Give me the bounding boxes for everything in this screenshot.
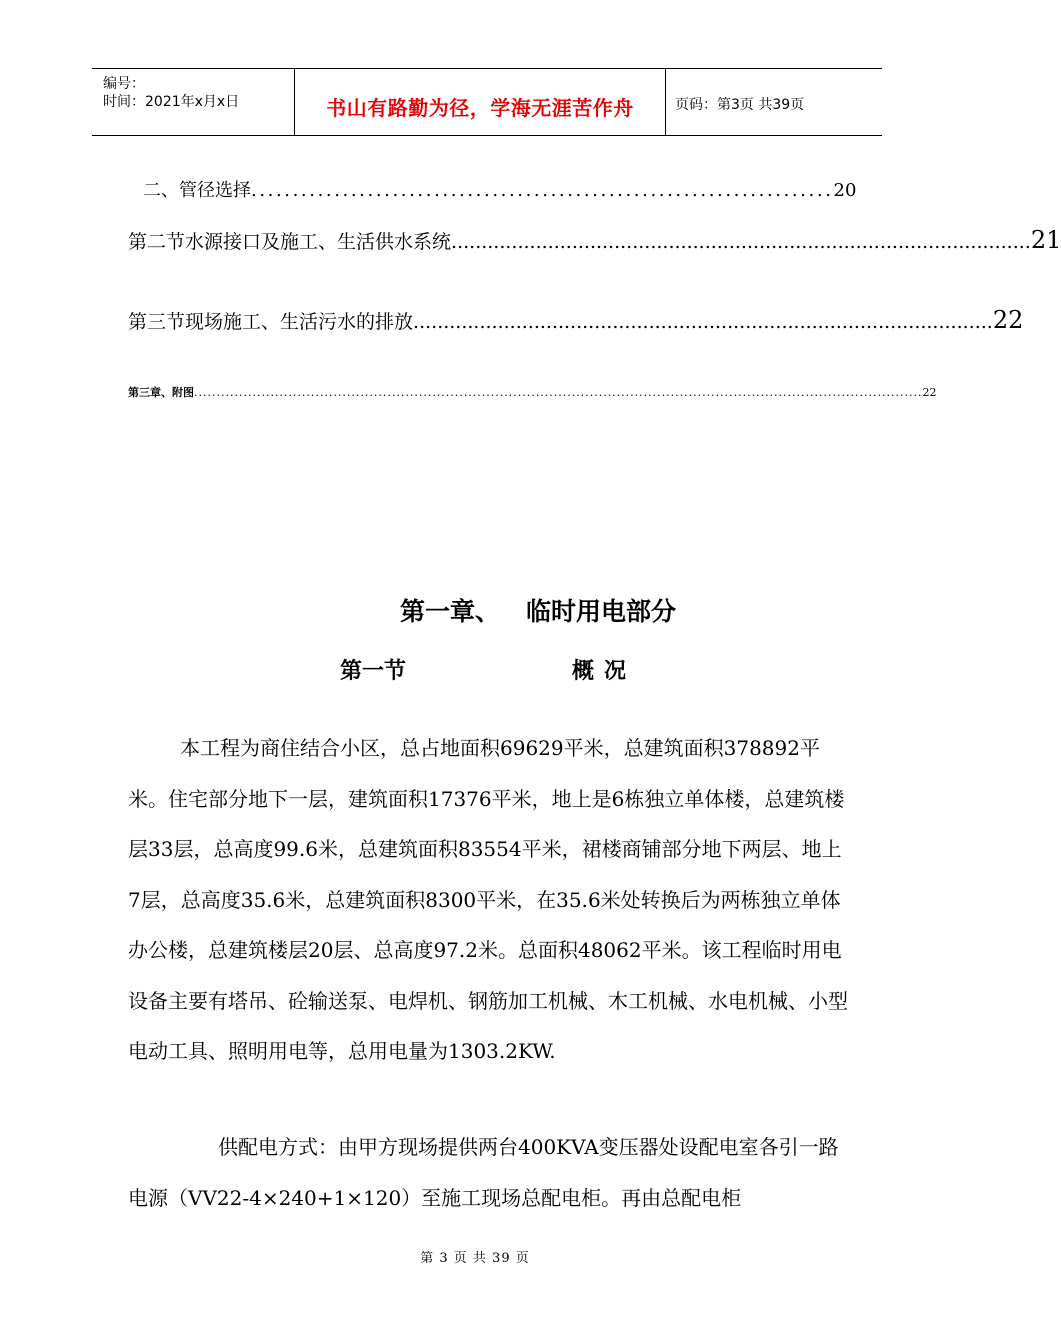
toc-leader-dots: ...................................................................... <box>251 180 834 201</box>
toc-entry-number: 第三章、 <box>128 386 172 399</box>
toc-entry-title: 水源接口及施工、生活供水系统 <box>185 231 452 253</box>
toc-leader-dots: ................................................................................................ <box>451 231 1031 253</box>
chapter-title: 临时用电部分 <box>526 597 677 626</box>
toc-entry-title: 管径选择 <box>179 180 251 201</box>
header-page-cell <box>666 69 882 135</box>
doc-code-label: 编号： <box>103 76 145 92</box>
header-motto-cell <box>294 69 666 135</box>
section-number: 第一节 <box>340 659 407 684</box>
toc-entry[interactable] <box>128 384 937 400</box>
body-paragraph: 供配电方式：由甲方现场提供两台400KVA变压器处设配电室各引一路电源（VV22-4×240+1×120）至施工现场总配电柜。再由总配电柜 <box>128 1135 839 1210</box>
toc-entry-page: 22 <box>992 306 1024 334</box>
chapter-heading <box>400 592 676 628</box>
doc-time-label: 时间：2021年x月x日 <box>103 94 240 110</box>
header-page-label: 页码：第3页 共39页 <box>675 97 805 113</box>
page-header <box>92 68 882 136</box>
toc-entry-page: 22 <box>922 386 937 399</box>
page-footer: 第 3 页 共 39 页 <box>420 1251 530 1266</box>
toc-entry[interactable] <box>128 226 1061 254</box>
toc-entry-page: 21 <box>1030 226 1061 254</box>
toc-leader-dots: .................................................................................................................................................................. <box>194 386 923 399</box>
section-title: 概况 <box>572 659 637 684</box>
chapter-number: 第一章、 <box>400 597 501 626</box>
toc-entry[interactable] <box>128 306 1024 334</box>
toc-entry-title: 附图 <box>172 386 194 399</box>
toc-leader-dots: ................................................................................................ <box>413 311 993 333</box>
toc-entry-page: 20 <box>833 180 857 201</box>
toc-entry-title: 现场施工、生活污水的排放 <box>185 311 414 333</box>
header-info-cell <box>92 69 294 135</box>
header-motto: 书山有路勤为径，学海无涯苦作舟 <box>326 96 634 120</box>
toc-entry[interactable] <box>143 176 857 202</box>
toc-entry-number: 二、 <box>143 180 179 201</box>
body-paragraph: 本工程为商住结合小区，总占地面积69629平米，总建筑面积378892平米。住宅部分地下一层，建筑面积17376平米，地上是6栋独立单体楼，总建筑楼层33层，总高度99.6米，总建筑面积83554平米，裙楼商铺部分地下两层、地上7层，总高度35.6米，总建筑面积8300平米，在35.6米处转换后为两栋独立单体办公楼，总建筑楼层20层、总高度97.2米。总面积48062平米。该工程临时用电设备主要有塔吊、砼输送泵、电焊机、钢筋加工机械、木工机械、水电机械、小型电动工具、照明用电等，总用电量为1303.2KW. <box>128 736 848 1063</box>
toc-entry-number: 第三节 <box>128 311 186 333</box>
toc-entry-number: 第二节 <box>128 231 186 253</box>
